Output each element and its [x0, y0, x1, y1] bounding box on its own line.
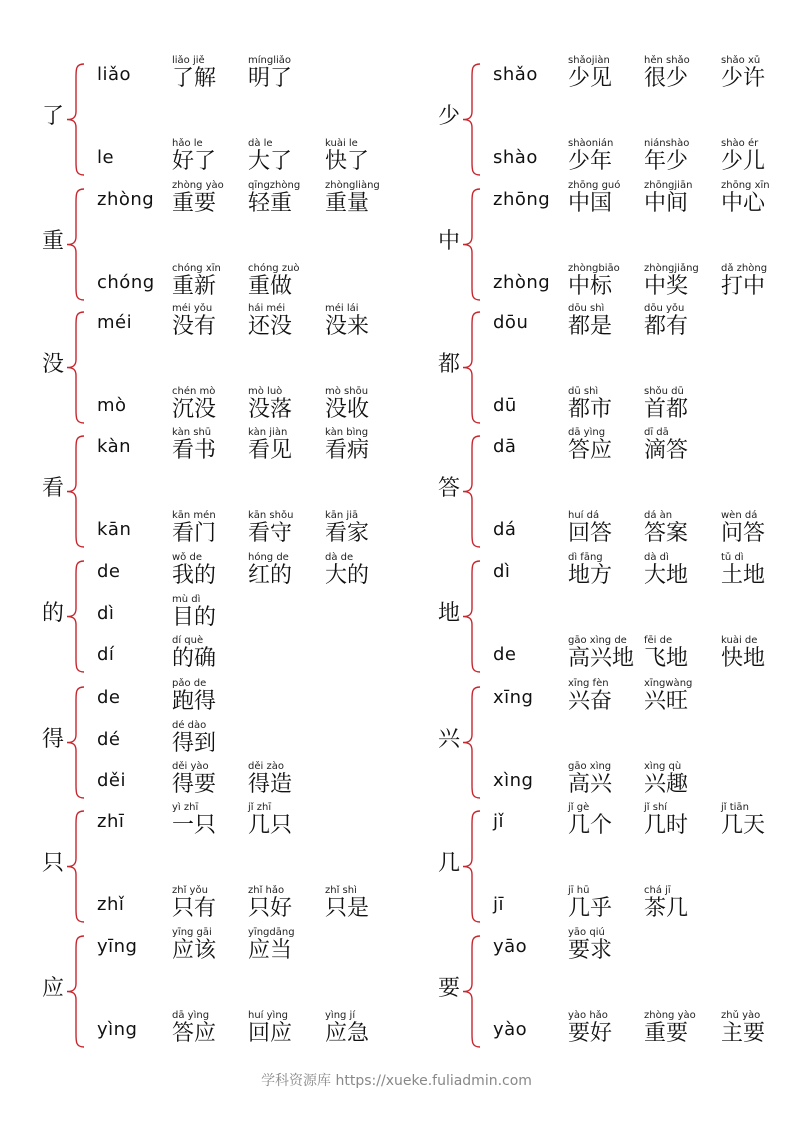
example-word-pinyin: zhōng xīn: [721, 180, 770, 191]
example-word-hanzi: 打中: [721, 274, 766, 299]
example-word-hanzi: 答应: [172, 1021, 217, 1046]
example-word-pinyin: dōu yǒu: [644, 303, 685, 314]
polyphone-block: [396, 303, 792, 426]
example-word-pinyin: míngliǎo: [248, 55, 292, 66]
example-word-pinyin: yìng jí: [325, 1010, 356, 1021]
example-word-pinyin: hǎo le: [172, 138, 203, 149]
example-word-hanzi: 飞地: [644, 646, 689, 671]
example-word-hanzi: 少年: [568, 149, 613, 174]
example-word-pinyin: huí dá: [568, 510, 600, 521]
example-word-pinyin: gāo xìng de: [568, 635, 627, 646]
example-word-pinyin: zhǐ shì: [325, 885, 357, 896]
example-word-pinyin: zhòng yào: [644, 1010, 696, 1021]
example-word-pinyin: chén mò: [172, 386, 216, 397]
reading-line: [396, 263, 792, 303]
polyphone-block: [396, 678, 792, 801]
example-word-pinyin: huí yìng: [248, 1010, 289, 1021]
example-word-hanzi: 少许: [721, 66, 766, 91]
example-word-hanzi: 快地: [721, 646, 766, 671]
reading-pinyin: dōu: [493, 312, 529, 333]
example-word-pinyin: zhǐ hǎo: [248, 885, 285, 896]
example-word-hanzi: 没有: [172, 314, 217, 339]
example-word-hanzi: 只有: [172, 896, 217, 921]
example-word-pinyin: mù dì: [172, 593, 201, 605]
reading-line: [396, 802, 792, 842]
polyphone-block: [0, 180, 396, 303]
reading-line: [396, 138, 792, 178]
example-word-hanzi: 轻重: [248, 191, 293, 216]
example-word-pinyin: dà le: [248, 138, 273, 149]
example-word-hanzi: 很少: [644, 66, 689, 91]
polyphonic-character: 的: [41, 600, 64, 626]
example-word-pinyin: děi zào: [248, 761, 284, 772]
polyphonic-character: 没: [41, 351, 64, 377]
example-word-pinyin: yāo qiú: [568, 927, 605, 938]
example-word-hanzi: 大地: [644, 563, 689, 588]
polyphonic-character: 中: [437, 228, 460, 254]
reading-line: [396, 885, 792, 925]
reading-line: [0, 55, 396, 95]
reading-pinyin: yào: [493, 1019, 528, 1040]
example-word-hanzi: 兴奋: [568, 689, 613, 714]
reading-line: [0, 802, 396, 842]
reading-line: [0, 386, 396, 426]
reading-pinyin: liǎo: [97, 64, 132, 85]
example-word-hanzi: 没来: [325, 314, 370, 339]
example-word-hanzi: 要求: [568, 938, 613, 963]
footer-source: 学科资源库 https://xueke.fuliadmin.com: [261, 1073, 532, 1089]
example-word-pinyin: mò luò: [248, 386, 283, 397]
reading-line: [396, 927, 792, 967]
example-word-pinyin: chá jī: [644, 885, 671, 896]
right-column: [396, 0, 792, 1060]
reading-line: [396, 1010, 792, 1050]
example-word-hanzi: 看书: [172, 438, 217, 463]
example-word-hanzi: 重做: [248, 274, 293, 299]
reading-pinyin: yìng: [97, 1019, 138, 1040]
example-word-hanzi: 少儿: [721, 149, 766, 174]
reading-line: [396, 678, 792, 718]
reading-pinyin: jī: [493, 894, 505, 915]
reading-pinyin: dū: [493, 395, 517, 416]
reading-line: [0, 635, 396, 675]
reading-pinyin: zhòng: [493, 272, 551, 293]
example-word-pinyin: zhòngjiǎng: [644, 263, 699, 274]
reading-line: [0, 1010, 396, 1050]
example-word-hanzi: 兴旺: [644, 689, 689, 714]
polyphonic-character: 地: [437, 600, 460, 626]
example-word-pinyin: hóng de: [248, 552, 289, 563]
reading-line: [396, 552, 792, 592]
example-word-pinyin: zhòngliàng: [325, 180, 380, 191]
example-word-hanzi: 要好: [568, 1021, 613, 1046]
example-word-hanzi: 红的: [248, 563, 293, 588]
example-word-hanzi: 几时: [644, 813, 689, 838]
example-word-hanzi: 一只: [172, 813, 217, 838]
example-word-hanzi: 了解: [172, 66, 217, 91]
reading-line: [0, 720, 396, 760]
example-word-hanzi: 高兴地: [568, 646, 635, 671]
example-word-hanzi: 中心: [721, 191, 766, 216]
reading-line: [0, 427, 396, 467]
example-word-pinyin: kān mén: [172, 510, 216, 521]
example-word-hanzi: 跑得: [172, 689, 217, 714]
polyphonic-character: 要: [437, 975, 460, 1001]
reading-pinyin: kàn: [97, 436, 132, 457]
polyphone-block: [0, 678, 396, 801]
polyphonic-character: 重: [41, 228, 64, 254]
reading-pinyin: zhī: [97, 811, 125, 832]
reading-line: [396, 635, 792, 675]
example-word-pinyin: dì fāng: [568, 552, 603, 563]
example-word-pinyin: zhōngjiān: [644, 180, 693, 191]
example-word-pinyin: yīng gāi: [172, 927, 212, 938]
polyphonic-character: 了: [41, 103, 64, 129]
example-word-hanzi: 重量: [325, 191, 370, 216]
example-word-pinyin: jǐ zhī: [248, 802, 272, 813]
reading-pinyin: shào: [493, 147, 538, 168]
example-word-hanzi: 重要: [172, 191, 217, 216]
example-word-hanzi: 看守: [248, 521, 293, 546]
example-word-pinyin: dí què: [172, 635, 204, 646]
reading-line: [396, 55, 792, 95]
example-word-hanzi: 应该: [172, 938, 217, 963]
example-word-pinyin: shǒu dū: [644, 386, 684, 397]
reading-pinyin: le: [97, 147, 115, 168]
polyphonic-character: 得: [41, 726, 64, 752]
polyphonic-character: 只: [41, 850, 64, 876]
example-word-hanzi: 答应: [568, 438, 613, 463]
reading-line: [0, 927, 396, 967]
example-word-hanzi: 都有: [644, 314, 689, 339]
example-word-pinyin: yào hǎo: [568, 1010, 608, 1021]
example-word-hanzi: 重新: [172, 274, 217, 299]
polyphone-block: [396, 180, 792, 303]
example-word-pinyin: liǎo jiě: [172, 55, 205, 66]
example-word-hanzi: 主要: [721, 1021, 766, 1046]
reading-pinyin: jǐ: [493, 811, 505, 832]
example-word-hanzi: 得造: [248, 772, 293, 797]
example-word-hanzi: 答案: [644, 521, 689, 546]
example-word-hanzi: 大了: [248, 149, 293, 174]
polyphone-block: [396, 802, 792, 925]
example-word-hanzi: 高兴: [568, 772, 613, 797]
reading-line: [0, 510, 396, 550]
reading-line: [0, 552, 396, 592]
example-word-hanzi: 几天: [721, 813, 766, 838]
example-word-hanzi: 中标: [568, 274, 613, 299]
example-word-pinyin: kàn shū: [172, 427, 212, 438]
reading-pinyin: dā: [493, 436, 517, 457]
reading-line: [396, 303, 792, 343]
example-word-hanzi: 回答: [568, 521, 613, 546]
example-word-pinyin: dá àn: [644, 510, 673, 521]
reading-line: [0, 303, 396, 343]
example-word-pinyin: yīngdāng: [248, 927, 295, 938]
example-word-pinyin: fēi de: [644, 635, 673, 646]
reading-pinyin: de: [97, 561, 121, 582]
example-word-pinyin: dé dào: [172, 719, 207, 731]
reading-line: [396, 427, 792, 467]
example-word-hanzi: 目的: [172, 604, 217, 630]
example-word-hanzi: 中国: [568, 191, 613, 216]
example-word-hanzi: 得到: [172, 730, 217, 756]
example-word-pinyin: dà de: [325, 552, 354, 563]
example-word-hanzi: 应当: [248, 938, 293, 963]
example-word-pinyin: dā yìng: [172, 1010, 210, 1021]
example-word-pinyin: dǎ zhòng: [721, 263, 768, 274]
polyphonic-character: 兴: [437, 726, 460, 752]
reading-pinyin: mò: [97, 395, 127, 416]
reading-pinyin: xìng: [493, 770, 534, 791]
example-word-hanzi: 都是: [568, 314, 613, 339]
example-word-pinyin: mò shōu: [325, 386, 369, 397]
reading-pinyin: dá: [493, 519, 517, 540]
polyphone-block: [0, 55, 396, 178]
reading-pinyin: de: [97, 687, 121, 708]
example-word-hanzi: 应急: [325, 1021, 370, 1046]
example-word-pinyin: niánshào: [644, 138, 690, 149]
example-word-pinyin: děi yào: [172, 761, 209, 772]
example-word-pinyin: méi yǒu: [172, 303, 213, 314]
example-word-pinyin: xīngwàng: [644, 678, 693, 689]
reading-pinyin: zhōng: [493, 189, 551, 210]
example-word-hanzi: 年少: [644, 149, 689, 174]
polyphone-block: [0, 802, 396, 925]
example-word-hanzi: 几个: [568, 813, 613, 838]
polyphonic-character: 应: [41, 975, 64, 1001]
example-word-hanzi: 还没: [248, 314, 293, 339]
example-word-hanzi: 地方: [568, 563, 613, 588]
reading-pinyin: de: [493, 644, 517, 665]
example-word-pinyin: dà dì: [644, 552, 669, 563]
example-word-pinyin: jī hū: [568, 885, 590, 896]
example-word-pinyin: hái méi: [248, 303, 286, 314]
example-word-pinyin: zhòng yào: [172, 180, 224, 191]
example-word-pinyin: qīngzhòng: [248, 180, 301, 191]
example-word-pinyin: zhǔ yào: [721, 1010, 761, 1021]
example-word-hanzi: 只是: [325, 896, 370, 921]
example-word-pinyin: chóng xīn: [172, 263, 221, 274]
polyphone-block: [0, 927, 396, 1050]
example-word-pinyin: dōu shì: [568, 303, 605, 314]
reading-pinyin: yāo: [493, 936, 528, 957]
example-word-hanzi: 明了: [248, 66, 293, 91]
example-word-hanzi: 快了: [325, 149, 370, 174]
example-word-hanzi: 沉没: [172, 397, 217, 422]
reading-pinyin: méi: [97, 312, 133, 333]
polyphone-block: [396, 552, 792, 675]
polyphonic-character: 都: [437, 351, 460, 377]
example-word-pinyin: hěn shǎo: [644, 55, 690, 66]
example-word-hanzi: 看病: [325, 438, 370, 463]
example-word-pinyin: shào ér: [721, 138, 759, 149]
example-word-hanzi: 看见: [248, 438, 293, 463]
example-word-hanzi: 问答: [721, 521, 766, 546]
example-word-pinyin: chóng zuò: [248, 263, 300, 274]
example-word-hanzi: 大的: [325, 563, 370, 588]
example-word-hanzi: 滴答: [644, 438, 689, 463]
example-word-pinyin: tǔ dì: [721, 552, 744, 563]
polyphone-block: [0, 552, 396, 675]
example-word-hanzi: 没收: [325, 397, 370, 422]
left-column: [0, 0, 396, 1060]
example-word-hanzi: 我的: [172, 563, 217, 588]
reading-line: [396, 761, 792, 801]
example-word-pinyin: kàn bìng: [325, 427, 369, 438]
example-word-hanzi: 几只: [248, 813, 293, 838]
polyphone-block: [0, 303, 396, 426]
example-word-pinyin: kàn jiàn: [248, 427, 288, 438]
example-word-hanzi: 得要: [172, 772, 217, 797]
reading-line: [0, 180, 396, 220]
example-word-pinyin: shǎo xǔ: [721, 55, 761, 66]
example-word-hanzi: 看家: [325, 521, 370, 546]
polyphone-block: [396, 427, 792, 550]
reading-pinyin: děi: [97, 770, 127, 791]
example-word-pinyin: zhōng guó: [568, 180, 621, 191]
example-word-pinyin: xìng qù: [644, 761, 682, 772]
reading-line: [396, 510, 792, 550]
example-word-hanzi: 重要: [644, 1021, 689, 1046]
example-word-hanzi: 看门: [172, 521, 217, 546]
example-word-pinyin: shǎojiàn: [568, 55, 610, 66]
polyphone-block: [396, 927, 792, 1050]
example-word-pinyin: zhòngbiāo: [568, 263, 620, 274]
reading-line: [0, 761, 396, 801]
example-word-pinyin: méi lái: [325, 303, 359, 314]
reading-line: [0, 138, 396, 178]
example-word-pinyin: kān shǒu: [248, 510, 294, 521]
example-word-hanzi: 没落: [248, 397, 293, 422]
reading-pinyin: chóng: [97, 272, 155, 293]
example-word-pinyin: wèn dá: [721, 510, 758, 521]
example-word-hanzi: 回应: [248, 1021, 293, 1046]
example-word-hanzi: 都市: [568, 397, 613, 422]
reading-line: [396, 386, 792, 426]
reading-line: [0, 678, 396, 718]
reading-pinyin: dí: [97, 644, 115, 665]
polyphonic-character: 少: [437, 103, 460, 129]
example-word-hanzi: 中间: [644, 191, 689, 216]
reading-pinyin: dì: [97, 602, 115, 624]
polyphonic-character: 看: [41, 475, 64, 501]
reading-pinyin: kān: [97, 519, 132, 540]
polyphonic-character: 答: [437, 475, 460, 501]
example-word-pinyin: wǒ de: [172, 552, 202, 563]
reading-pinyin: zhòng: [97, 189, 155, 210]
example-word-hanzi: 的确: [172, 646, 217, 671]
example-word-pinyin: dū shì: [568, 386, 599, 397]
example-word-hanzi: 几乎: [568, 896, 613, 921]
reading-line: [0, 594, 396, 634]
reading-pinyin: xīng: [493, 687, 534, 708]
reading-pinyin: dì: [493, 561, 511, 582]
example-word-pinyin: kuài de: [721, 635, 758, 646]
polyphonic-character: 几: [437, 850, 460, 876]
example-word-pinyin: shàonián: [568, 138, 614, 149]
example-word-hanzi: 少见: [568, 66, 613, 91]
polyphone-block: [396, 55, 792, 178]
example-word-hanzi: 首都: [644, 397, 689, 422]
polyphone-block: [0, 427, 396, 550]
example-word-pinyin: kān jiā: [325, 510, 359, 521]
example-word-pinyin: pǎo de: [172, 678, 207, 689]
reading-line: [396, 180, 792, 220]
example-word-pinyin: yì zhī: [172, 802, 199, 813]
reading-pinyin: shǎo: [493, 64, 538, 85]
example-word-pinyin: gāo xìng: [568, 761, 612, 772]
example-word-hanzi: 土地: [721, 563, 766, 588]
example-word-pinyin: kuài le: [325, 138, 358, 149]
reading-pinyin: yīng: [97, 936, 138, 957]
example-word-pinyin: dā yìng: [568, 427, 606, 438]
reading-line: [0, 885, 396, 925]
reading-line: [0, 263, 396, 303]
example-word-pinyin: zhǐ yǒu: [172, 885, 208, 896]
example-word-pinyin: xīng fèn: [568, 678, 609, 689]
example-word-hanzi: 只好: [248, 896, 293, 921]
example-word-hanzi: 茶几: [644, 896, 689, 921]
reading-pinyin: zhǐ: [97, 894, 125, 915]
example-word-hanzi: 好了: [172, 149, 217, 174]
example-word-hanzi: 中奖: [644, 274, 689, 299]
example-word-pinyin: dī dā: [644, 427, 669, 438]
example-word-pinyin: jǐ tiān: [721, 802, 749, 813]
reading-pinyin: dé: [97, 728, 121, 750]
example-word-pinyin: jǐ shí: [644, 802, 668, 813]
example-word-pinyin: jǐ gè: [568, 802, 590, 813]
example-word-hanzi: 兴趣: [644, 772, 689, 797]
